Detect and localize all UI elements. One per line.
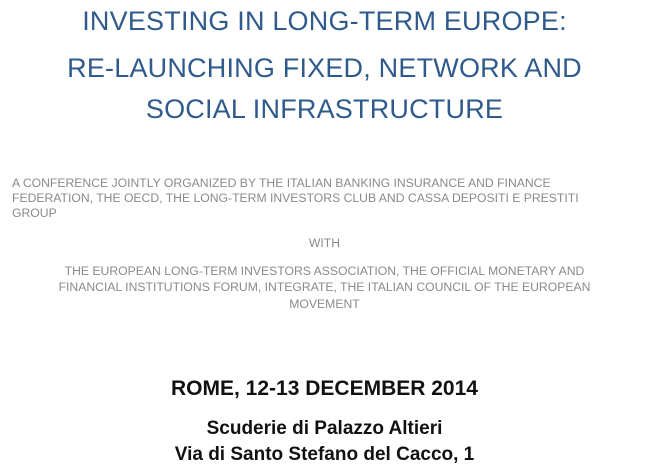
organizers-line-3: GROUP bbox=[12, 206, 57, 220]
venue-name: Scuderie di Palazzo Altieri bbox=[206, 418, 443, 439]
title-line-2: RE-LAUNCHING FIXED, NETWORK AND bbox=[67, 53, 582, 83]
with-label: WITH bbox=[308, 236, 341, 250]
title-line-1: INVESTING IN LONG-TERM EUROPE: bbox=[82, 6, 567, 36]
partners-line-3: MOVEMENT bbox=[289, 297, 360, 311]
title-line-3: SOCIAL INFRASTRUCTURE bbox=[145, 94, 504, 124]
partners-line-2: FINANCIAL INSTITUTIONS FORUM, INTEGRATE, THE ITALIAN COUNCIL OF THE EUROPEAN bbox=[58, 280, 591, 294]
partners-line-1: THE EUROPEAN LONG-TERM INVESTORS ASSOCIATION, THE OFFICIAL MONETARY AND bbox=[64, 264, 585, 278]
organizers-line-1: A CONFERENCE JOINTLY ORGANIZED BY THE ITALIAN BANKING INSURANCE AND FINANCE bbox=[12, 176, 551, 190]
venue-address: Via di Santo Stefano del Cacco, 1 bbox=[174, 444, 475, 465]
event-date: ROME, 12-13 DECEMBER 2014 bbox=[171, 377, 478, 400]
organizers-line-2: FEDERATION, THE OECD, THE LONG-TERM INVESTORS CLUB AND CASSA DEPOSITI E PRESTITI bbox=[12, 191, 579, 205]
